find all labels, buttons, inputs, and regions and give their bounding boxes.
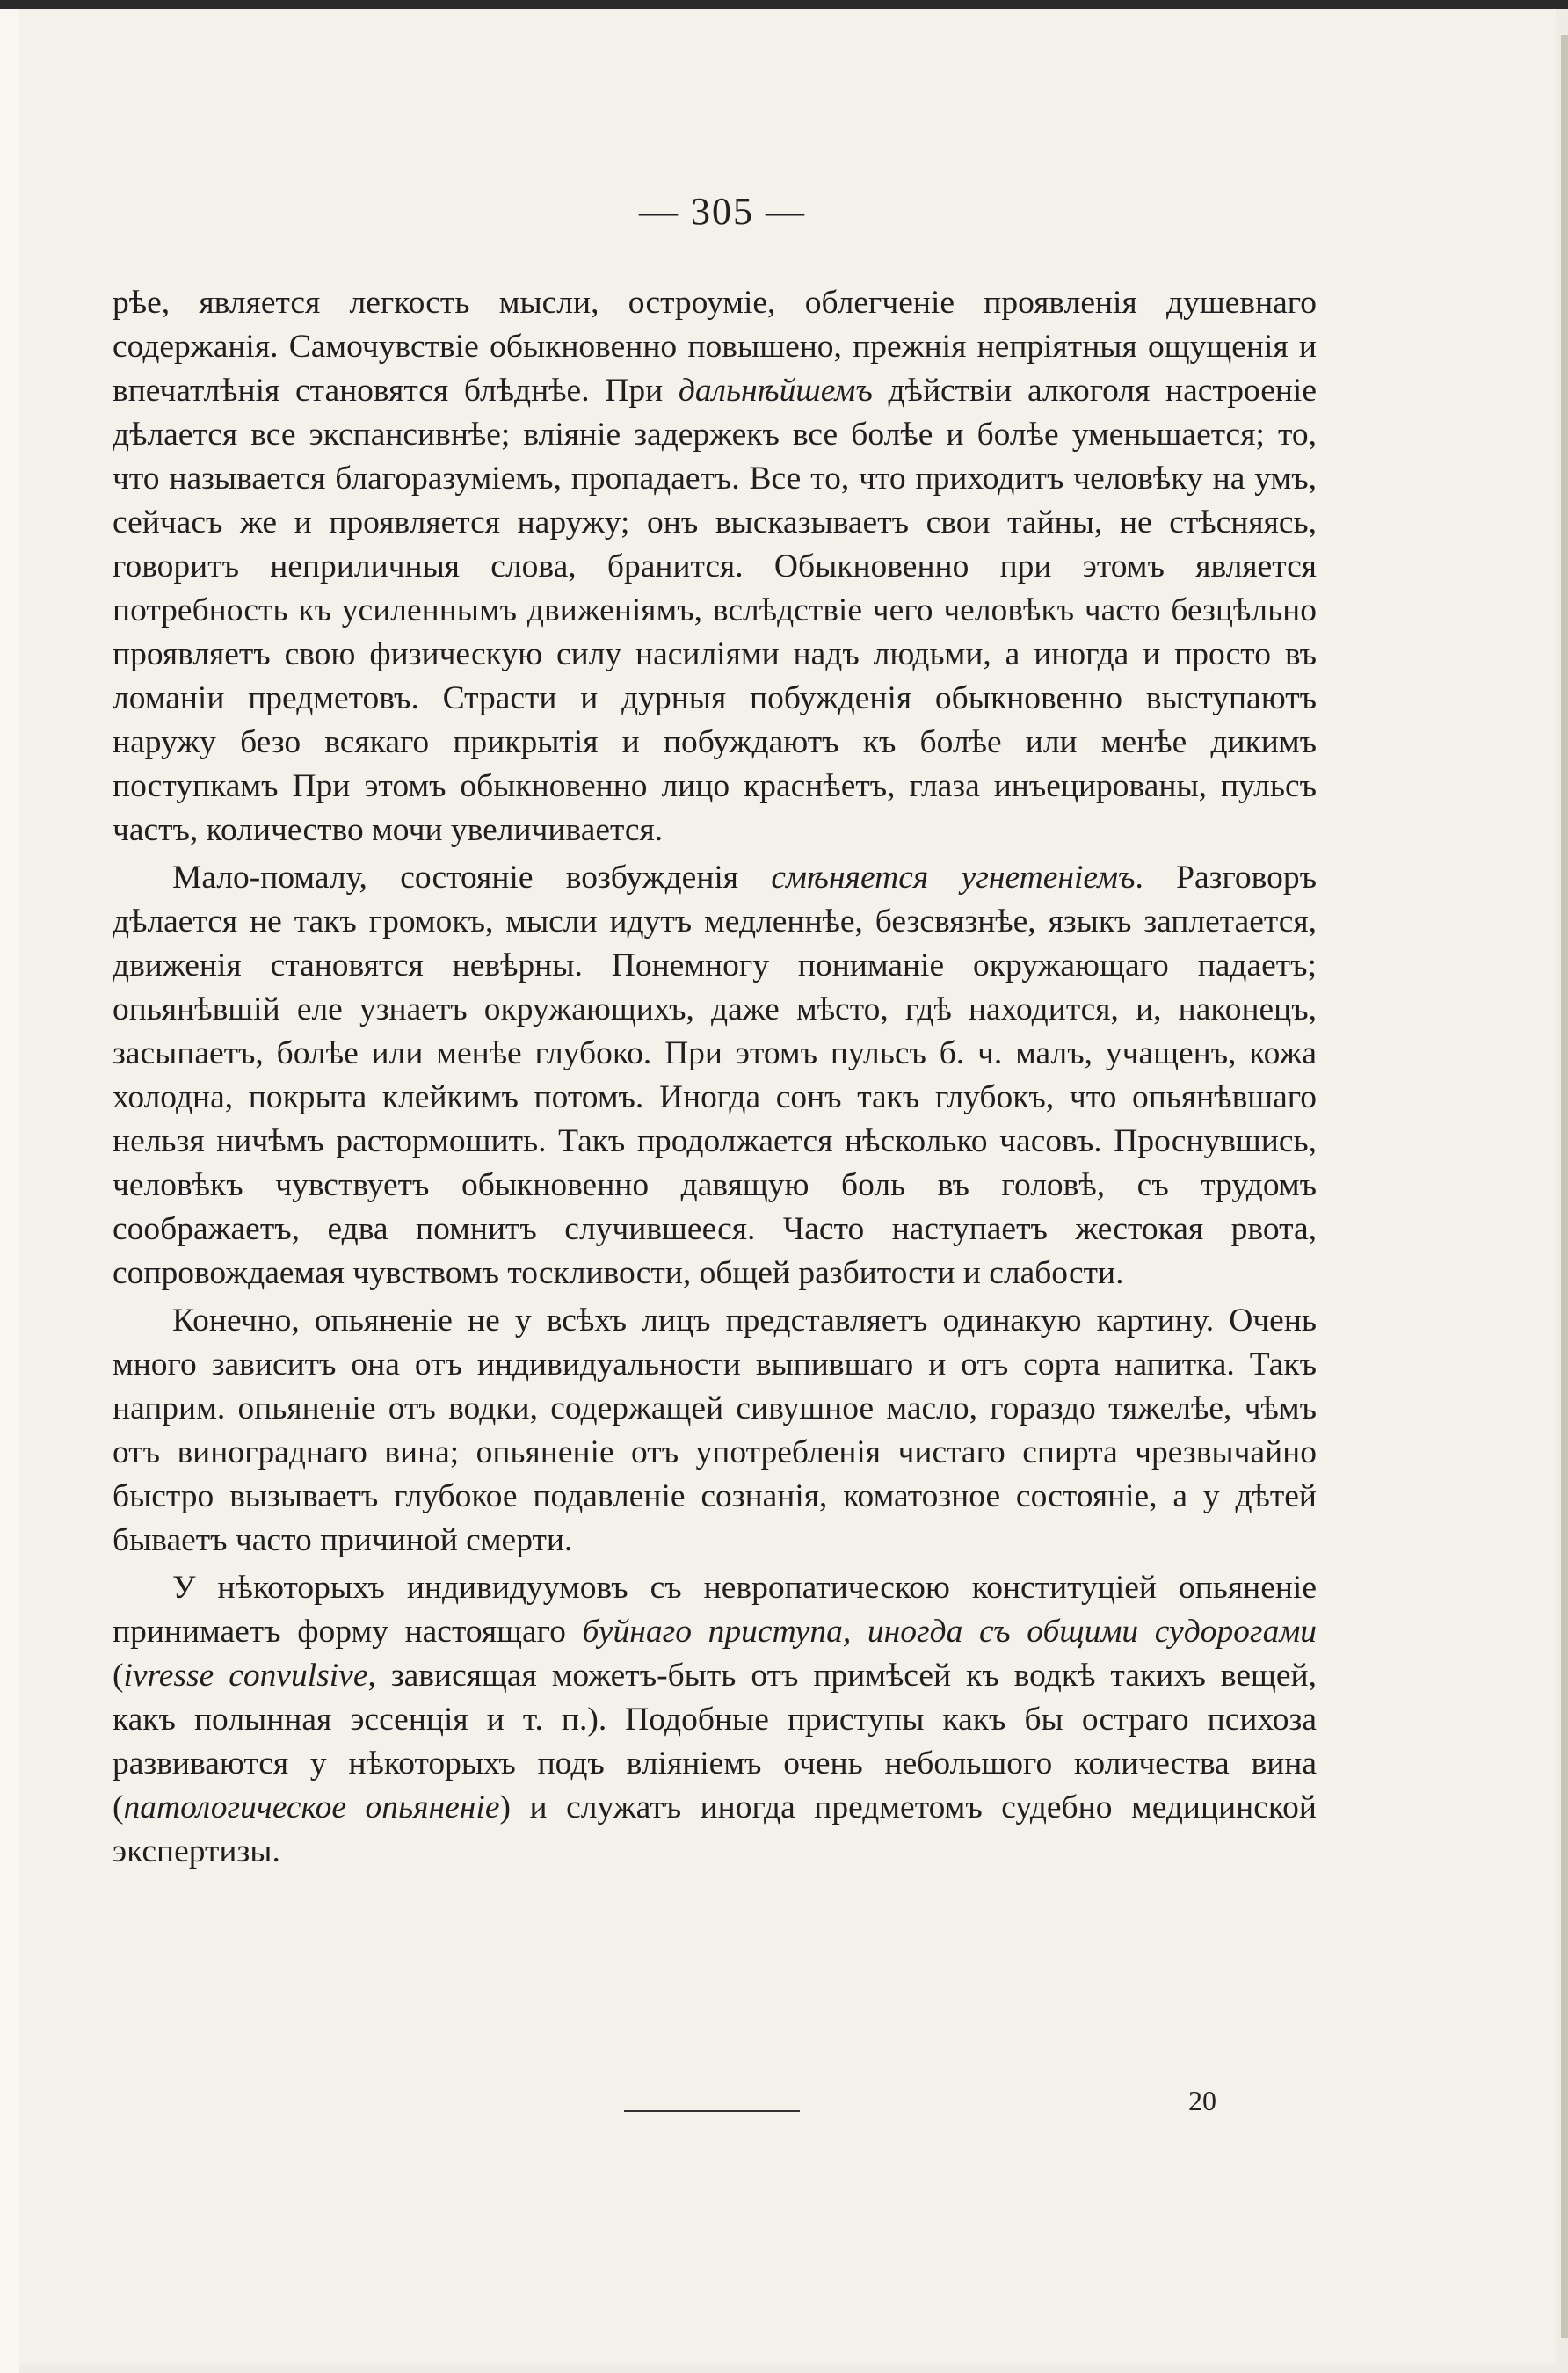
- text-run: (: [113, 1658, 124, 1694]
- text-run: дѣйствіи алкоголя настроеніе дѣлается все экспансивнѣе; вліяніе задержекъ все болѣе и болѣе уменьшается; то, что называется благоразуміемъ, пропадаетъ. Все то, что приходитъ человѣку на умъ, сейчасъ же и проявляется наружу; онъ высказываетъ свои тайны, не стѣсняясь, говоритъ неприличныя слова, бранится. Обыкновенно при этомъ является потребность къ усиленнымъ движеніямъ, вслѣдствіе чего человѣкъ часто безцѣльно проявляетъ свою физическую силу насиліями надъ людьми, а иногда и просто въ ломаніи предметовъ. Страсти и дурныя побужденія обыкновенно выступаютъ наружу безо всякаго прикрытія и побуждаютъ къ болѣе или менѣе дикимъ поступкамъ При этомъ обыкновенно лицо краснѣетъ, глаза инъецированы, пульсъ частъ, количество мочи увеличивается.: [113, 373, 1317, 848]
- scan-right-edge: [1561, 35, 1568, 2338]
- italic-phrase: ivresse convulsive: [123, 1658, 368, 1694]
- text-run: У нѣкоторыхъ индивидуумовъ съ невропатическою конституціей опьяненіе принимаетъ форму настоящаго: [113, 1570, 1317, 1650]
- text-run: рѣе, является легкость мысли, остроуміе, облегченіе проявленія душевнаго содержанія. Самочувствіе обыкновенно повышено, прежнія непріятныя ощущенія и впечатлѣнія становятся блѣднѣе. При: [113, 285, 1317, 409]
- text-run: Конечно, опьяненіе не у всѣхъ лицъ представляетъ одинакую картину. Очень много зависитъ она отъ индивидуальности выпившаго и отъ сорта напитка. Такъ наприм. опьяненіе отъ водки, содержащей сивушное масло, гораздо тяжелѣе, чѣмъ отъ винограднаго вина; опьяненіе отъ употребленія чистаго спирта чрезвычайно быстро вызываетъ глубокое подавленіе сознанія, коматозное состояніе, а у дѣтей бываетъ часто причиной смерти.: [113, 1303, 1317, 1558]
- paragraph: [113, 856, 1317, 1295]
- italic-phrase: смѣняется угнетеніемъ: [771, 860, 1136, 896]
- page-number: — 305 —: [639, 190, 806, 233]
- text-run: Мало-помалу, состояніе возбужденія: [172, 860, 772, 896]
- paragraph: [113, 281, 1317, 853]
- paragraph: [113, 1566, 1317, 1874]
- scan-left-margin: [0, 0, 19, 2373]
- scan-top-edge: [0, 0, 1568, 9]
- italic-phrase: патологическое опьяненіе: [123, 1789, 500, 1825]
- paragraph: [113, 1299, 1317, 1563]
- body-text: [113, 281, 1317, 1877]
- text-run: . Разговоръ дѣлается не такъ громокъ, мысли идутъ медленнѣе, безсвязнѣе, языкъ заплетается, движенія становятся невѣрны. Понемногу пониманіе окружающаго падаетъ; опьянѣвшій еле узнаетъ окружающихъ, даже мѣсто, гдѣ находится, и, наконецъ, засыпаетъ, болѣе или менѣе глубоко. При этомъ пульсъ б. ч. малъ, учащенъ, кожа холодна, покрыта клейкимъ потомъ. Иногда сонъ такъ глубокъ, что опьянѣвшаго нельзя ничѣмъ растормошить. Такъ продолжается нѣсколько часовъ. Проснувшись, человѣкъ чувствуетъ обыкновенно давящую боль въ головѣ, съ трудомъ соображаетъ, едва помнитъ случившееся. Часто наступаетъ жестокая рвота, сопровождаемая чувствомъ тоскливости, общей разбитости и слабости.: [113, 860, 1317, 1291]
- italic-phrase: дальнѣйшемъ: [678, 373, 873, 409]
- book-page: [19, 9, 1556, 2364]
- italic-phrase: буйнаго приступа, иногда съ общими судорогами: [582, 1614, 1317, 1650]
- text-run: ) и служатъ иногда предметомъ судебно медицинской экспертизы.: [113, 1789, 1317, 1869]
- text-run: , зависящая можетъ-быть отъ примѣсей къ водкѣ такихъ вещей, какъ полынная эссенція и т. п.). Подобные приступы какъ бы остраго психоза развиваются у нѣкоторыхъ подъ вліяніемъ очень небольшого количества вина (: [113, 1658, 1317, 1825]
- signature-mark: 20: [1188, 2085, 1216, 2116]
- footer-rule: [624, 2110, 800, 2112]
